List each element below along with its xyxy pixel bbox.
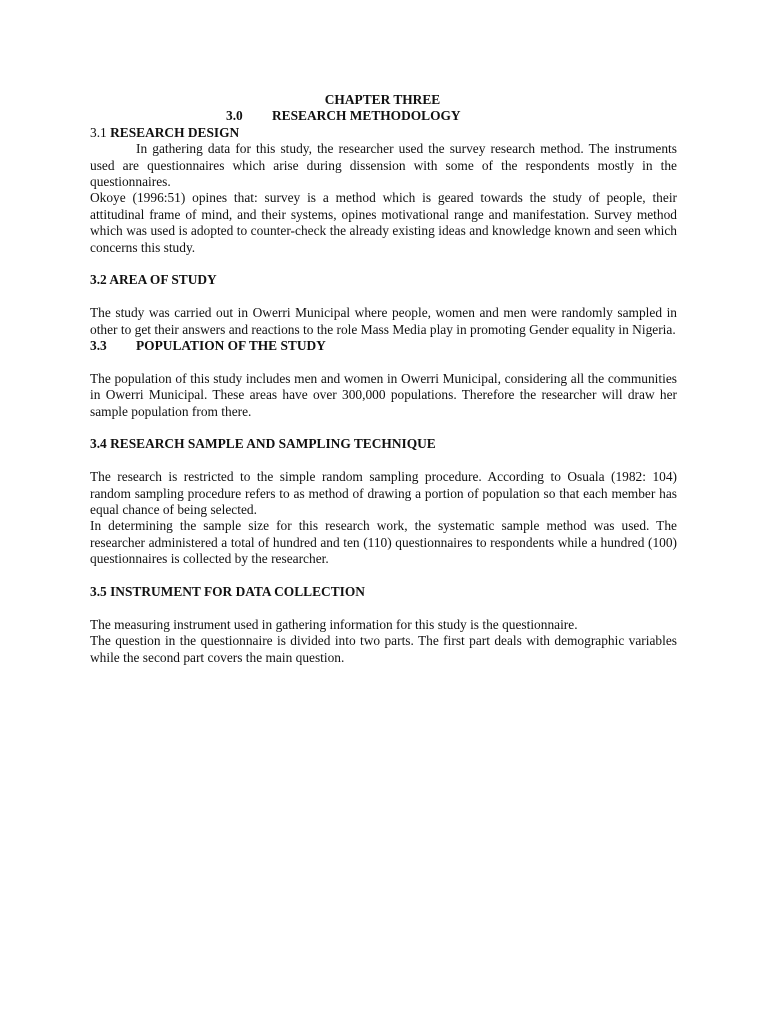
chapter-title: CHAPTER THREE [324,92,441,107]
section-3-1-paragraph-1: In gathering data for this study, the researcher used the survey research method. The instruments used are questionnaires which arise during dissension with some of the respondents mostly in the questionnaires. [90,141,677,190]
section-3-2-heading: 3.2 AREA OF STUDY [90,272,217,288]
spacer [90,354,677,370]
section-3-3-title: POPULATION OF THE STUDY [136,338,326,354]
spacer [90,601,677,617]
section-3-3-heading [90,338,677,354]
document-page [90,92,677,666]
section-3-4-heading: 3.4 RESEARCH SAMPLE AND SAMPLING TECHNIQUE [90,436,436,452]
section-3-1-title: RESEARCH DESIGN [110,124,240,140]
spacer [90,453,677,469]
section-3-5-paragraph-2: The question in the questionnaire is divided into two parts. The first part deals with demographic variables while the second part covers the main question. [90,633,677,665]
section-3-3-number: 3.3 [90,338,107,354]
section-3-4-paragraph-1: The research is restricted to the simple random sampling procedure. According to Osuala (1982: 104) random sampling procedure refers to as method of drawing a portion of population so that each member has equal chance of being selected. [90,469,677,518]
section-3-5-paragraph-1: The measuring instrument used in gathering information for this study is the questionnaire. [90,616,578,632]
section-3-2-paragraph-1: The study was carried out in Owerri Municipal where people, women and men were randomly sampled in other to get their answers and reactions to the role Mass Media play in promoting Gender equality in Nigeria. [90,305,677,337]
spacer [90,420,677,436]
section-3-1-paragraph-2: Okoye (1996:51) opines that: survey is a method which is geared towards the study of people, their attitudinal frame of mind, and their systems, opines motivational range and manifestation. Survey method which was used is adopted to counter-check the already existing ideas and knowledge known and seen which concerns this study. [90,190,677,255]
chapter-section-number: 3.0 [226,108,243,124]
spacer [90,256,677,272]
section-3-4-paragraph-2: In determining the sample size for this research work, the systematic sample method was used. The researcher administered a total of hundred and ten (110) questionnaires to respondents while a hundred (100) questionnaires is collected by the researcher. [90,518,677,567]
chapter-section-heading [226,108,768,124]
section-3-1-number: 3.1 [90,124,107,140]
chapter-section-title: RESEARCH METHODOLOGY [272,108,461,124]
section-3-5-heading: 3.5 INSTRUMENT FOR DATA COLLECTION [90,584,365,600]
spacer [90,289,677,305]
section-3-1-heading [90,125,677,141]
spacer [90,568,677,584]
section-3-3-paragraph-1: The population of this study includes men and women in Owerri Municipal, considering all the communities in Owerri Municipal. These areas have over 300,000 populations. Therefore the researcher will draw her sample population from there. [90,370,677,419]
